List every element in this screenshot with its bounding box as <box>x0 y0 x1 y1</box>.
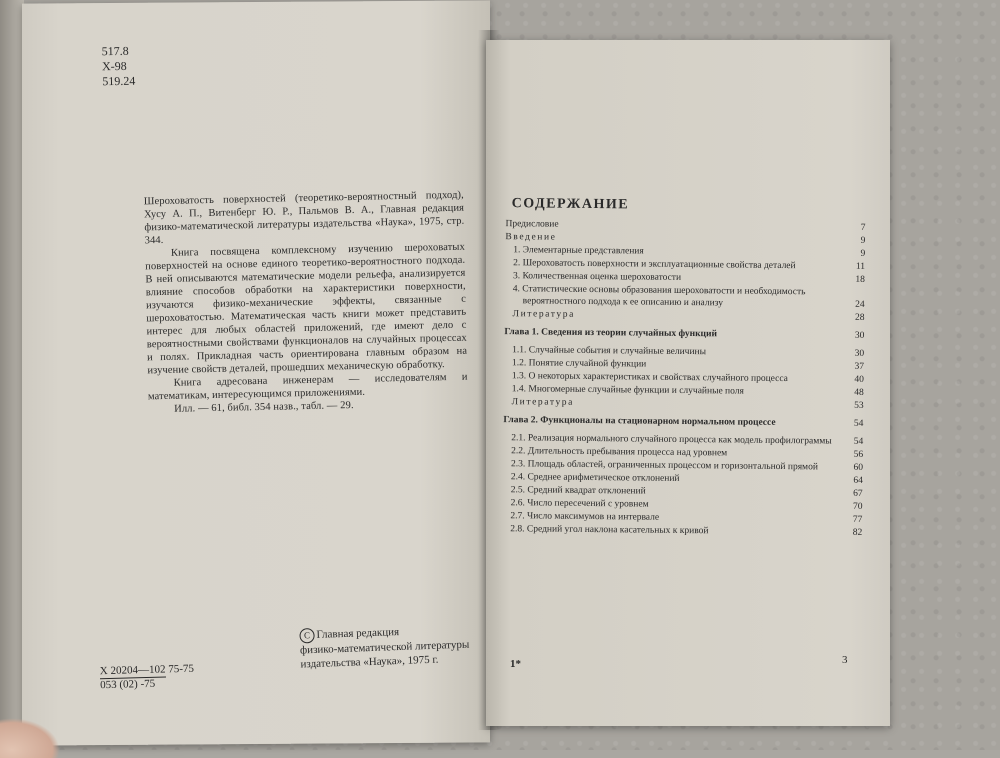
copyright-line: Главная редакция <box>316 626 400 641</box>
toc-entry-label: 1. Элементарные представления <box>513 245 644 257</box>
toc-entry-label: 2.6. Число пересечений с уровнем <box>510 498 649 510</box>
toc-entry-label: 2. Шероховатость поверхности и эксплуатационные свойства деталей <box>513 258 796 272</box>
toc-entry-page: 60 <box>853 462 864 473</box>
toc-entry <box>503 414 863 430</box>
toc-entry-label: 2.3. Площадь областей, ограниченных процессом и горизонтальной прямой <box>510 459 818 473</box>
toc-entry-label: 2.5. Средний квадрат отклонений <box>510 485 646 497</box>
toc-entry-label: 1.1. Случайные события и случайные величины <box>512 345 707 358</box>
toc-entry-page: 56 <box>853 449 864 460</box>
catalog-code <box>100 663 195 692</box>
toc-entry-label: Введение <box>505 232 557 243</box>
toc-entry <box>502 523 862 539</box>
toc-entry-page: 37 <box>854 361 865 372</box>
toc-entry-label: 1.3. О некоторых характеристиках и свойствах случайного процесса <box>511 371 788 385</box>
toc-entry-label: Литература <box>511 397 575 408</box>
udc-line: Х-98 <box>101 58 127 74</box>
annotation-audience: Книга адресована инженерам — исследователям и математикам, интересующимся приложениями. <box>147 371 468 403</box>
toc-entry-page: 48 <box>854 387 864 398</box>
toc-entry-label: 3. Количественная оценка шероховатости <box>512 271 682 283</box>
toc-entry-label: 2.1. Реализация нормального случайного процесса как модель профилограммы <box>511 433 832 447</box>
toc-entry-label: 4. Статистические основы образования шероховатости и необходимость вероятностного подхода к ее описанию и анализу <box>512 284 806 309</box>
copyright-icon: С <box>299 628 315 644</box>
code-numerator: Х 20204—102 <box>99 663 166 678</box>
toc-title: СОДЕРЖАНИЕ <box>511 196 630 213</box>
udc-line: 517.8 <box>101 43 129 59</box>
toc-entry-label: 1.4. Многомерные случайные функции и случайные поля <box>511 384 744 397</box>
code-suffix: 75-75 <box>168 662 195 676</box>
table-of-contents <box>502 198 866 540</box>
toc-entry-page: 9 <box>860 248 866 259</box>
toc-entry-page: 53 <box>854 400 864 411</box>
toc-entry-label: Литература <box>512 309 575 320</box>
toc-entry-page: 70 <box>853 501 863 512</box>
toc-entry-page: 28 <box>854 312 865 323</box>
code-denominator: 053 (02) -75 <box>100 677 156 692</box>
toc-entry-page: 11 <box>855 261 866 272</box>
book-cover-edge <box>0 0 24 750</box>
toc-entry-label: 2.2. Длительность пребывания процесса над уровнем <box>511 446 728 459</box>
copyright-line: издательства «Наука», 1975 г. <box>300 653 439 671</box>
annotation-description: Книга посвящена комплексному изучению шероховатых поверхностей на основе единого теоретико-вероятностного подхода. В ней описываются математические модели рельефа, анализируется влияние способов обработки на характеристики поверхности, изучаются физико-механические эффекты, связанные с шероховатостью. Математическая часть книги может представить интерес для любых областей приложений, где имеют дело с вероятностными свойствами функционалов на случайных процессах и полях. Прикладная часть ориентирована главным образом на изучение свойств деталей, прошедших механическую обработку. <box>145 241 468 377</box>
signature-mark: 1* <box>510 658 521 670</box>
toc-entry-page: 24 <box>855 299 865 310</box>
copyright-line: физико-математической литературы <box>299 638 470 657</box>
copyright-notice <box>299 622 500 672</box>
toc-entry-page: 64 <box>853 475 863 486</box>
page-number: 3 <box>842 654 848 666</box>
toc-entry-label: 2.8. Средний угол наклона касательных к кривой <box>510 524 709 537</box>
toc-entry-page: 54 <box>853 436 864 447</box>
finger <box>0 718 60 758</box>
toc-list <box>502 218 865 539</box>
toc-entry-label: 1.2. Понятие случайной функции <box>511 358 647 370</box>
toc-entry-page: 82 <box>852 527 863 538</box>
toc-entry-page: 18 <box>855 274 865 285</box>
toc-entry-page: 77 <box>852 514 863 525</box>
toc-entry-label: Глава 1. Сведения из теории случайных функций <box>504 327 718 340</box>
toc-entry-page: 40 <box>854 374 864 385</box>
annotation-citation: Шероховатость поверхностей (теоретико-вероятностный подход), Хусу А. П., Витенберг Ю. Р., Пальмов В. А., Главная редакция физико-математической литературы издательства «Наука», 1975, стр. 344. <box>143 189 465 247</box>
udc-line: 519.24 <box>102 73 136 89</box>
toc-entry-label: 2.4. Среднее арифметическое отклонений <box>510 472 680 484</box>
toc-entry <box>504 396 864 412</box>
toc-entry-page: 7 <box>860 222 866 233</box>
toc-entry <box>505 283 865 311</box>
toc-entry-page: 9 <box>860 235 866 246</box>
toc-entry <box>505 308 865 324</box>
toc-entry-page: 67 <box>853 488 863 499</box>
toc-entry-label: Предисловие <box>505 219 559 230</box>
udc-codes <box>102 44 136 90</box>
toc-entry-page: 30 <box>854 330 865 341</box>
toc-entry-page: 30 <box>854 348 865 359</box>
toc-entry-label: 2.7. Число максимумов на интервале <box>510 511 660 523</box>
toc-entry-label: Глава 2. Функционалы на стационарном нормальном процессе <box>503 415 776 428</box>
toc-entry-page: 54 <box>853 418 864 429</box>
annotation-stats: Илл. — 61, библ. 354 назв., табл. — 29. <box>174 400 354 415</box>
book-annotation <box>144 189 469 417</box>
toc-entry <box>504 326 864 342</box>
